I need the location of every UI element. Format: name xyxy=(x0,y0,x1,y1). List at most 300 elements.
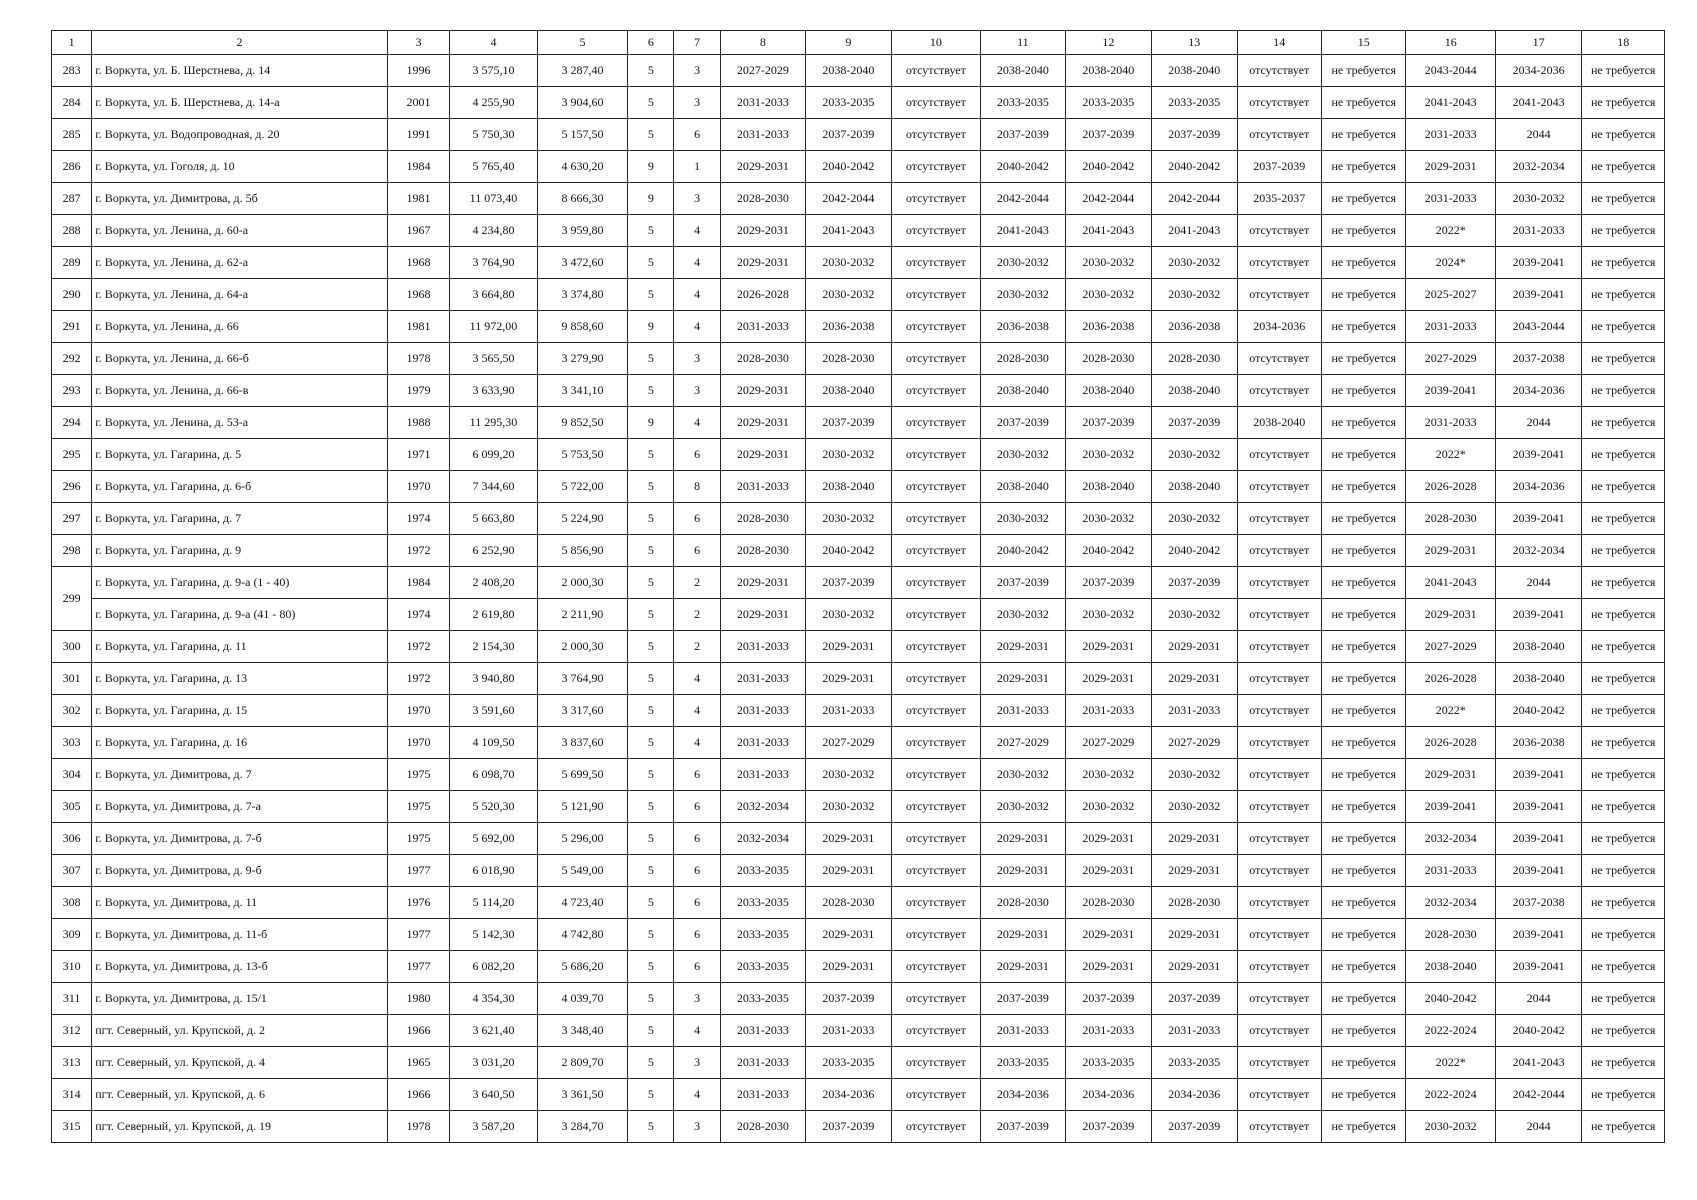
table-cell: 2032-2034 xyxy=(1406,823,1495,855)
table-cell: не требуется xyxy=(1321,375,1405,407)
table-cell: не требуется xyxy=(1582,151,1665,183)
row-number-cell: 314 xyxy=(52,1079,92,1111)
row-number-cell: 315 xyxy=(52,1111,92,1143)
address-cell: г. Воркута, ул. Гагарина, д. 9-а (41 - 80) xyxy=(92,599,388,631)
row-number-cell: 290 xyxy=(52,279,92,311)
table-cell: 2030-2032 xyxy=(981,599,1065,631)
address-cell: пгт. Северный, ул. Крупской, д. 2 xyxy=(92,1015,388,1047)
column-number-header: 12 xyxy=(1065,31,1151,55)
table-cell: 2033-2035 xyxy=(806,87,891,119)
table-cell: 2040-2042 xyxy=(1152,151,1237,183)
table-cell: не требуется xyxy=(1321,279,1405,311)
table-cell: 2029-2031 xyxy=(720,215,805,247)
table-cell: не требуется xyxy=(1582,119,1665,151)
table-cell: 2 809,70 xyxy=(537,1047,628,1079)
table-cell: 5 xyxy=(628,599,674,631)
table-cell: 2 xyxy=(674,599,720,631)
table-cell: не требуется xyxy=(1582,823,1665,855)
table-cell: не требуется xyxy=(1582,663,1665,695)
table-cell: отсутствует xyxy=(1237,279,1321,311)
row-number-cell: 307 xyxy=(52,855,92,887)
table-cell: 2034-2036 xyxy=(1495,55,1581,87)
table-cell: отсутствует xyxy=(1237,1079,1321,1111)
table-cell: 2039-2041 xyxy=(1495,791,1581,823)
table-cell: не требуется xyxy=(1582,87,1665,119)
address-cell: г. Воркута, ул. Гагарина, д. 7 xyxy=(92,503,388,535)
table-cell: 2024* xyxy=(1406,247,1495,279)
table-cell: 2044 xyxy=(1495,407,1581,439)
table-cell: 1977 xyxy=(387,951,449,983)
table-cell: 1984 xyxy=(387,151,449,183)
table-cell: 2027-2029 xyxy=(1406,343,1495,375)
table-cell: отсутствует xyxy=(1237,87,1321,119)
table-cell: 2037-2038 xyxy=(1495,343,1581,375)
table-cell: 5 xyxy=(628,55,674,87)
table-cell: отсутствует xyxy=(1237,887,1321,919)
table-cell: отсутствует xyxy=(1237,727,1321,759)
table-cell: отсутствует xyxy=(891,1047,980,1079)
table-cell: отсутствует xyxy=(1237,247,1321,279)
table-cell: отсутствует xyxy=(891,631,980,663)
table-cell: 2039-2041 xyxy=(1495,247,1581,279)
table-cell: 1971 xyxy=(387,439,449,471)
table-cell: 2038-2040 xyxy=(806,55,891,87)
row-number-cell: 297 xyxy=(52,503,92,535)
table-cell: не требуется xyxy=(1321,567,1405,599)
table-cell: 2030-2032 xyxy=(1152,759,1237,791)
table-cell: 2039-2041 xyxy=(1495,759,1581,791)
table-cell: не требуется xyxy=(1582,951,1665,983)
table-cell: 5 856,90 xyxy=(537,535,628,567)
column-number-header: 4 xyxy=(450,31,537,55)
table-cell: 1966 xyxy=(387,1015,449,1047)
table-cell: 2031-2033 xyxy=(720,311,805,343)
table-cell: 2038-2040 xyxy=(1065,375,1151,407)
table-cell: 2036-2038 xyxy=(1065,311,1151,343)
table-cell: 1981 xyxy=(387,183,449,215)
table-row xyxy=(52,439,1665,471)
table-cell: 5 xyxy=(628,247,674,279)
table-cell: 2029-2031 xyxy=(1152,631,1237,663)
table-cell: 1968 xyxy=(387,279,449,311)
table-cell: не требуется xyxy=(1321,183,1405,215)
table-cell: 5 xyxy=(628,727,674,759)
table-cell: 5 765,40 xyxy=(450,151,537,183)
column-number-header: 3 xyxy=(387,31,449,55)
table-cell: не требуется xyxy=(1582,439,1665,471)
table-cell: 2029-2031 xyxy=(981,951,1065,983)
table-cell: 2029-2031 xyxy=(1065,951,1151,983)
table-cell: 2033-2035 xyxy=(720,951,805,983)
table-cell: 2039-2041 xyxy=(1495,503,1581,535)
address-cell: г. Воркута, ул. Димитрова, д. 13-б xyxy=(92,951,388,983)
table-header-row xyxy=(52,31,1665,55)
table-row xyxy=(52,695,1665,727)
address-cell: г. Воркута, ул. Димитрова, д. 7-а xyxy=(92,791,388,823)
table-cell: 2040-2042 xyxy=(1406,983,1495,1015)
table-cell: отсутствует xyxy=(1237,983,1321,1015)
column-number-header: 1 xyxy=(52,31,92,55)
table-cell: 2040-2042 xyxy=(1495,1015,1581,1047)
table-cell: не требуется xyxy=(1321,439,1405,471)
table-cell: 1988 xyxy=(387,407,449,439)
table-cell: 2033-2035 xyxy=(981,87,1065,119)
table-cell: 9 xyxy=(628,151,674,183)
table-cell: 2028-2030 xyxy=(720,535,805,567)
address-cell: пгт. Северный, ул. Крупской, д. 19 xyxy=(92,1111,388,1143)
table-cell: 2037-2039 xyxy=(1152,1111,1237,1143)
table-cell: отсутствует xyxy=(1237,1047,1321,1079)
table-cell: 2022-2024 xyxy=(1406,1079,1495,1111)
table-cell: 2028-2030 xyxy=(1406,503,1495,535)
table-cell: не требуется xyxy=(1321,727,1405,759)
table-cell: 2036-2038 xyxy=(1495,727,1581,759)
row-number-cell: 295 xyxy=(52,439,92,471)
table-cell: 2030-2032 xyxy=(1406,1111,1495,1143)
table-cell: 2030-2032 xyxy=(1065,791,1151,823)
table-cell: 4 109,50 xyxy=(450,727,537,759)
row-number-cell: 285 xyxy=(52,119,92,151)
table-cell: 2037-2039 xyxy=(1065,119,1151,151)
table-cell: 9 858,60 xyxy=(537,311,628,343)
table-cell: 2037-2039 xyxy=(981,119,1065,151)
table-cell: 3 940,80 xyxy=(450,663,537,695)
table-cell: отсутствует xyxy=(891,311,980,343)
table-row xyxy=(52,1015,1665,1047)
table-cell: 2037-2039 xyxy=(806,983,891,1015)
table-cell: 2029-2031 xyxy=(981,631,1065,663)
table-cell: отсутствует xyxy=(891,503,980,535)
table-cell: 5 224,90 xyxy=(537,503,628,535)
table-cell: отсутствует xyxy=(891,951,980,983)
table-cell: отсутствует xyxy=(891,1015,980,1047)
column-number-header: 8 xyxy=(720,31,805,55)
table-cell: 2001 xyxy=(387,87,449,119)
address-cell: г. Воркута, ул. Димитрова, д. 11 xyxy=(92,887,388,919)
table-cell: 2031-2033 xyxy=(720,695,805,727)
table-cell: 1978 xyxy=(387,1111,449,1143)
table-cell: 2030-2032 xyxy=(806,791,891,823)
table-cell: не требуется xyxy=(1582,471,1665,503)
table-row xyxy=(52,87,1665,119)
table-cell: 2039-2041 xyxy=(1495,279,1581,311)
table-cell: 2031-2033 xyxy=(1065,1015,1151,1047)
table-cell: 1 xyxy=(674,151,720,183)
table-cell: 1968 xyxy=(387,247,449,279)
address-cell: пгт. Северный, ул. Крупской, д. 6 xyxy=(92,1079,388,1111)
table-cell: 2030-2032 xyxy=(1152,247,1237,279)
table-cell: 1977 xyxy=(387,855,449,887)
table-cell: 2033-2035 xyxy=(720,887,805,919)
table-cell: 2029-2031 xyxy=(1152,663,1237,695)
table-cell: не требуется xyxy=(1321,471,1405,503)
table-cell: 5 xyxy=(628,951,674,983)
table-cell: не требуется xyxy=(1321,535,1405,567)
table-row xyxy=(52,1047,1665,1079)
row-number-cell: 296 xyxy=(52,471,92,503)
table-cell: не требуется xyxy=(1582,1047,1665,1079)
address-cell: г. Воркута, ул. Гагарина, д. 11 xyxy=(92,631,388,663)
table-cell: 2037-2039 xyxy=(1065,983,1151,1015)
table-row xyxy=(52,279,1665,311)
table-cell: отсутствует xyxy=(891,887,980,919)
table-cell: не требуется xyxy=(1582,983,1665,1015)
table-cell: 2022* xyxy=(1406,439,1495,471)
table-cell: 5 686,20 xyxy=(537,951,628,983)
table-cell: отсутствует xyxy=(1237,471,1321,503)
table-row xyxy=(52,759,1665,791)
table-cell: 2031-2033 xyxy=(720,1079,805,1111)
table-cell: 2031-2033 xyxy=(981,695,1065,727)
table-cell: 3 xyxy=(674,1047,720,1079)
table-cell: 5 663,80 xyxy=(450,503,537,535)
table-cell: отсутствует xyxy=(891,1079,980,1111)
table-cell: отсутствует xyxy=(891,183,980,215)
table-cell: 2040-2042 xyxy=(1152,535,1237,567)
table-cell: 11 073,40 xyxy=(450,183,537,215)
table-row xyxy=(52,951,1665,983)
column-number-header: 18 xyxy=(1582,31,1665,55)
table-cell: 3 317,60 xyxy=(537,695,628,727)
address-cell: г. Воркута, ул. Димитрова, д. 15/1 xyxy=(92,983,388,1015)
table-cell: не требуется xyxy=(1321,919,1405,951)
table-cell: 1972 xyxy=(387,535,449,567)
table-cell: 5 121,90 xyxy=(537,791,628,823)
table-cell: 1978 xyxy=(387,343,449,375)
table-cell: отсутствует xyxy=(891,919,980,951)
table-row xyxy=(52,631,1665,663)
table-cell: 2030-2032 xyxy=(981,439,1065,471)
table-cell: 2037-2039 xyxy=(981,1111,1065,1143)
table-cell: отсутствует xyxy=(891,599,980,631)
table-cell: 3 664,80 xyxy=(450,279,537,311)
table-cell: 3 621,40 xyxy=(450,1015,537,1047)
row-number-cell: 283 xyxy=(52,55,92,87)
table-cell: 2039-2041 xyxy=(1406,375,1495,407)
table-cell: 5 xyxy=(628,759,674,791)
table-cell: 2037-2039 xyxy=(806,1111,891,1143)
table-cell: отсутствует xyxy=(891,695,980,727)
table-cell: 2031-2033 xyxy=(1495,215,1581,247)
table-cell: отсутствует xyxy=(1237,535,1321,567)
row-number-cell: 286 xyxy=(52,151,92,183)
table-cell: 2037-2039 xyxy=(806,567,891,599)
table-cell: 2028-2030 xyxy=(1065,887,1151,919)
table-cell: 3 xyxy=(674,375,720,407)
table-cell: не требуется xyxy=(1321,631,1405,663)
table-cell: не требуется xyxy=(1582,599,1665,631)
table-cell: 3 xyxy=(674,343,720,375)
table-cell: 2028-2030 xyxy=(806,343,891,375)
table-cell: 2031-2033 xyxy=(806,695,891,727)
table-cell: 2026-2028 xyxy=(1406,471,1495,503)
table-cell: 2031-2033 xyxy=(720,1015,805,1047)
table-cell: 2037-2039 xyxy=(806,407,891,439)
table-cell: 2037-2039 xyxy=(981,567,1065,599)
table-cell: 6 xyxy=(674,503,720,535)
row-number-cell: 291 xyxy=(52,311,92,343)
table-cell: 5 xyxy=(628,567,674,599)
repair-schedule-table xyxy=(51,30,1665,1143)
table-cell: 1967 xyxy=(387,215,449,247)
table-cell: 2028-2030 xyxy=(720,1111,805,1143)
row-number-cell: 311 xyxy=(52,983,92,1015)
address-cell: г. Воркута, ул. Водопроводная, д. 20 xyxy=(92,119,388,151)
table-cell: 2038-2040 xyxy=(1495,663,1581,695)
table-cell: 2044 xyxy=(1495,119,1581,151)
row-number-cell: 308 xyxy=(52,887,92,919)
table-cell: 2040-2042 xyxy=(1065,151,1151,183)
table-cell: 2028-2030 xyxy=(1406,919,1495,951)
row-number-cell: 306 xyxy=(52,823,92,855)
table-cell: 2037-2039 xyxy=(1065,407,1151,439)
table-cell: 2029-2031 xyxy=(981,919,1065,951)
table-cell: 2030-2032 xyxy=(806,503,891,535)
table-cell: 3 640,50 xyxy=(450,1079,537,1111)
table-cell: 5 xyxy=(628,87,674,119)
table-cell: 2029-2031 xyxy=(981,855,1065,887)
table-cell: 2041-2043 xyxy=(1406,567,1495,599)
table-cell: 1970 xyxy=(387,695,449,727)
table-cell: 2028-2030 xyxy=(806,887,891,919)
address-cell: г. Воркута, ул. Димитрова, д. 5б xyxy=(92,183,388,215)
table-cell: 2038-2040 xyxy=(1406,951,1495,983)
table-cell: 2029-2031 xyxy=(806,919,891,951)
table-cell: отсутствует xyxy=(1237,503,1321,535)
table-cell: 6 252,90 xyxy=(450,535,537,567)
table-cell: 2030-2032 xyxy=(1152,279,1237,311)
column-number-header: 16 xyxy=(1406,31,1495,55)
table-row xyxy=(52,119,1665,151)
table-cell: 2029-2031 xyxy=(981,823,1065,855)
table-cell: отсутствует xyxy=(1237,215,1321,247)
table-cell: 2028-2030 xyxy=(981,343,1065,375)
table-row xyxy=(52,503,1665,535)
table-cell: 2031-2033 xyxy=(720,87,805,119)
table-cell: 5 722,00 xyxy=(537,471,628,503)
row-number-cell: 309 xyxy=(52,919,92,951)
table-row xyxy=(52,407,1665,439)
table-row xyxy=(52,151,1665,183)
table-cell: 5 xyxy=(628,375,674,407)
table-cell: отсутствует xyxy=(1237,823,1321,855)
table-row xyxy=(52,375,1665,407)
table-cell: 2030-2032 xyxy=(981,791,1065,823)
table-cell: 3 591,60 xyxy=(450,695,537,727)
table-cell: 2030-2032 xyxy=(981,503,1065,535)
table-cell: 7 344,60 xyxy=(450,471,537,503)
table-cell: 2031-2033 xyxy=(1406,407,1495,439)
table-cell: 6 xyxy=(674,439,720,471)
table-cell: 2039-2041 xyxy=(1495,855,1581,887)
table-cell: 2034-2036 xyxy=(1237,311,1321,343)
table-cell: 5 549,00 xyxy=(537,855,628,887)
table-cell: 4 xyxy=(674,727,720,759)
table-cell: 5 750,30 xyxy=(450,119,537,151)
table-cell: 2029-2031 xyxy=(806,823,891,855)
table-cell: 3 587,20 xyxy=(450,1111,537,1143)
table-cell: отсутствует xyxy=(1237,695,1321,727)
table-cell: 1976 xyxy=(387,887,449,919)
table-cell: 2031-2033 xyxy=(720,119,805,151)
table-row xyxy=(52,535,1665,567)
table-cell: 2038-2040 xyxy=(1152,471,1237,503)
table-cell: 1977 xyxy=(387,919,449,951)
table-cell: 2030-2032 xyxy=(806,599,891,631)
table-cell: не требуется xyxy=(1582,631,1665,663)
table-cell: отсутствует xyxy=(891,823,980,855)
table-cell: 1974 xyxy=(387,503,449,535)
table-cell: 2028-2030 xyxy=(1152,887,1237,919)
table-cell: не требуется xyxy=(1321,663,1405,695)
table-cell: отсутствует xyxy=(1237,439,1321,471)
table-cell: 2036-2038 xyxy=(1152,311,1237,343)
address-cell: г. Воркута, ул. Димитрова, д. 11-б xyxy=(92,919,388,951)
table-cell: 2028-2030 xyxy=(981,887,1065,919)
table-row xyxy=(52,823,1665,855)
table-cell: 2030-2032 xyxy=(981,247,1065,279)
table-cell: 2030-2032 xyxy=(1065,503,1151,535)
table-cell: 2028-2030 xyxy=(1152,343,1237,375)
table-cell: 2041-2043 xyxy=(1152,215,1237,247)
row-number-cell: 305 xyxy=(52,791,92,823)
table-cell: 2034-2036 xyxy=(1152,1079,1237,1111)
table-cell: 4 xyxy=(674,663,720,695)
table-cell: 6 xyxy=(674,535,720,567)
table-cell: не требуется xyxy=(1582,375,1665,407)
table-cell: отсутствует xyxy=(891,759,980,791)
table-cell: 5 xyxy=(628,631,674,663)
table-cell: 5 xyxy=(628,503,674,535)
table-cell: отсутствует xyxy=(1237,663,1321,695)
table-cell: 8 xyxy=(674,471,720,503)
table-cell: 1975 xyxy=(387,791,449,823)
table-cell: 2041-2043 xyxy=(981,215,1065,247)
table-cell: 2027-2029 xyxy=(1406,631,1495,663)
table-cell: 2037-2038 xyxy=(1495,887,1581,919)
table-cell: 2040-2042 xyxy=(1495,695,1581,727)
table-cell: 2038-2040 xyxy=(981,55,1065,87)
table-row xyxy=(52,791,1665,823)
table-cell: не требуется xyxy=(1582,247,1665,279)
table-cell: 9 xyxy=(628,407,674,439)
table-cell: 3 xyxy=(674,983,720,1015)
table-cell: 2031-2033 xyxy=(720,471,805,503)
table-cell: 2027-2029 xyxy=(1065,727,1151,759)
table-cell: 2027-2029 xyxy=(720,55,805,87)
table-row xyxy=(52,983,1665,1015)
table-cell: не требуется xyxy=(1582,791,1665,823)
table-cell: 5 157,50 xyxy=(537,119,628,151)
table-cell: 2040-2042 xyxy=(981,535,1065,567)
table-cell: 2040-2042 xyxy=(981,151,1065,183)
table-cell: 6 xyxy=(674,759,720,791)
table-cell: 4 255,90 xyxy=(450,87,537,119)
table-row xyxy=(52,1111,1665,1143)
table-cell: 2041-2043 xyxy=(1495,1047,1581,1079)
table-cell: 2030-2032 xyxy=(1065,599,1151,631)
table-cell: 2033-2035 xyxy=(1065,1047,1151,1079)
table-cell: 6 098,70 xyxy=(450,759,537,791)
table-cell: 2031-2033 xyxy=(1406,855,1495,887)
table-cell: не требуется xyxy=(1321,1047,1405,1079)
table-cell: 2038-2040 xyxy=(1152,55,1237,87)
table-cell: 11 972,00 xyxy=(450,311,537,343)
table-cell: 2022* xyxy=(1406,215,1495,247)
table-cell: отсутствует xyxy=(891,279,980,311)
table-cell: 4 xyxy=(674,311,720,343)
table-cell: 6 018,90 xyxy=(450,855,537,887)
